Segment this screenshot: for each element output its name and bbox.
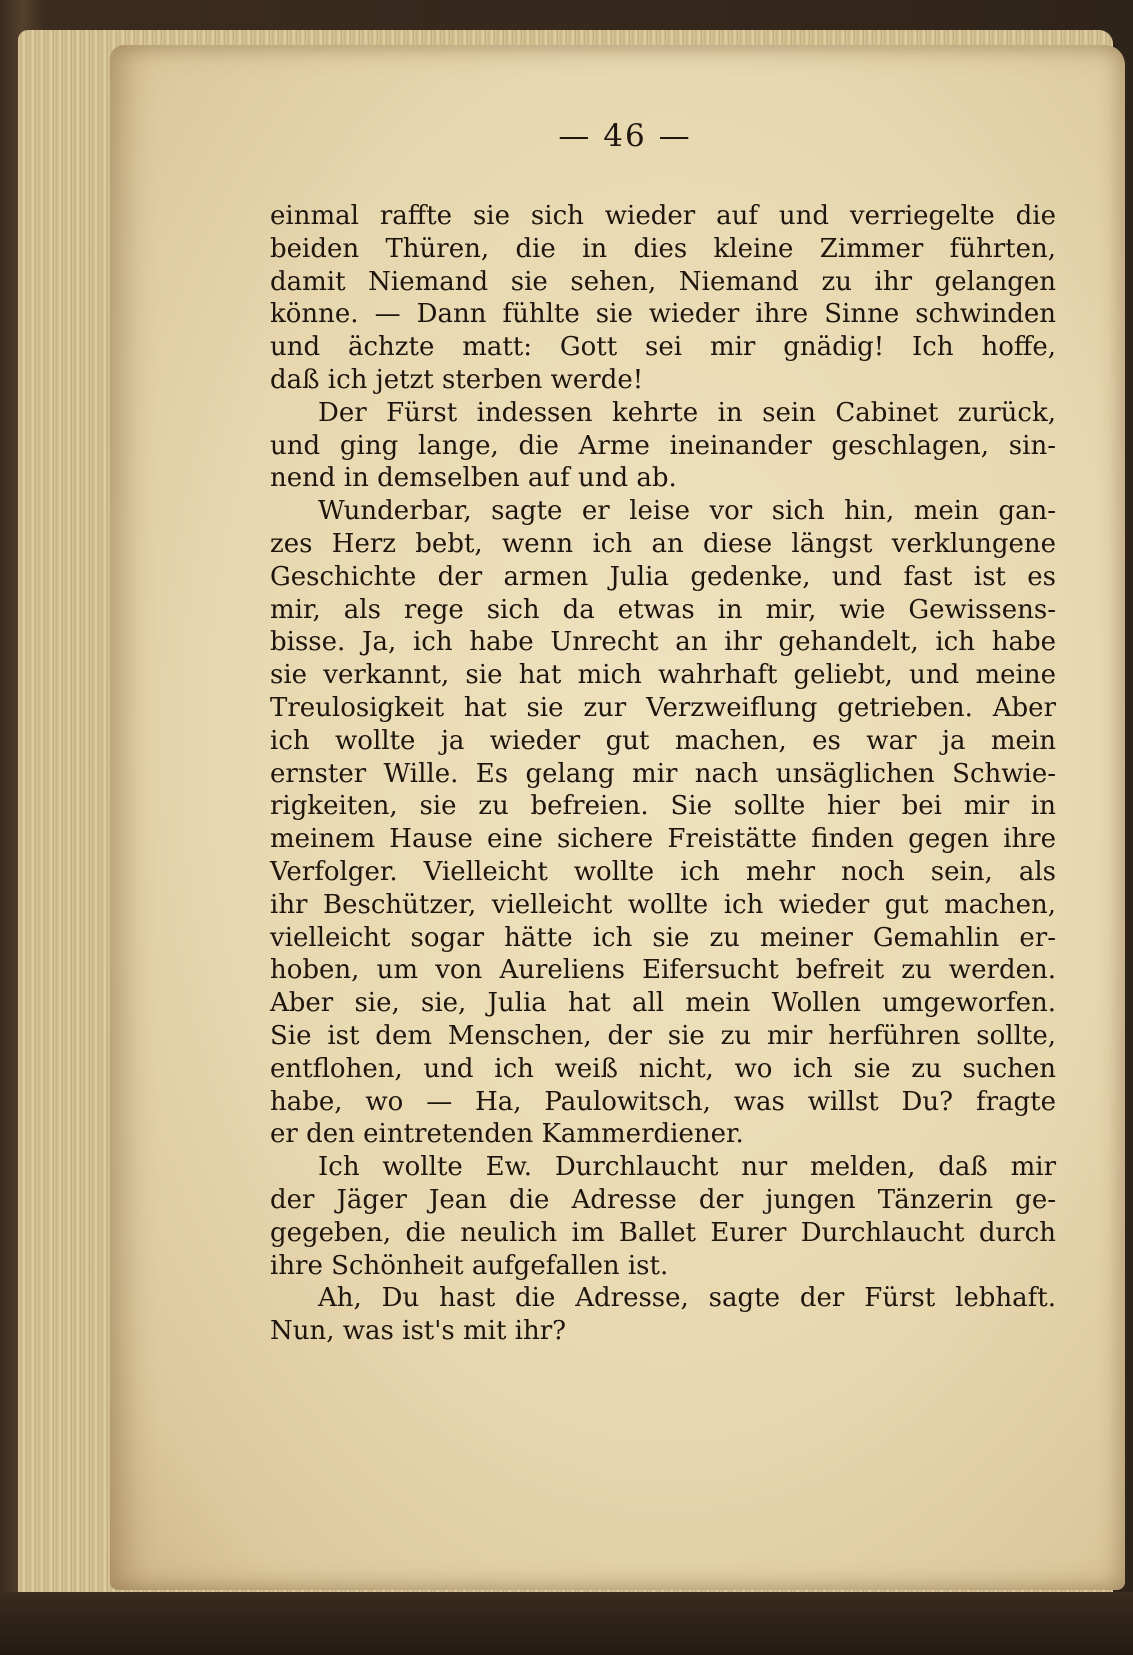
text-line: mir, als rege sich da etwas in mir, wie Gewissens- [270, 594, 1056, 625]
text-line: gegeben, die neulich im Ballet Eurer Durchlaucht durch [270, 1217, 1056, 1248]
text-line: Nun, was ist's mit ihr? [270, 1316, 567, 1347]
text-line: ihr Beschützer, vielleicht wollte ich wieder gut machen, [270, 889, 1056, 920]
text-line: daß ich jetzt sterben werde! [270, 364, 644, 395]
text-line: er den eintretenden Kammerdiener. [270, 1119, 744, 1150]
text-line: und ging lange, die Arme ineinander geschlagen, sin- [270, 430, 1056, 461]
text-line: einmal raffte sie sich wieder auf und verriegelte die [270, 201, 1056, 231]
text-line: sie verkannt, sie hat mich wahrhaft geliebt, und meine [270, 660, 1056, 691]
text-line: damit Niemand sie sehen, Niemand zu ihr gelangen [270, 266, 1056, 297]
text-line: hoben, um von Aureliens Eifersucht befreit zu werden. [270, 955, 1056, 986]
page-number-header: — 46 — [558, 118, 692, 154]
text-line: Ich wollte Ew. Durchlaucht nur melden, daß mir [318, 1152, 1056, 1183]
text-line: der Jäger Jean die Adresse der jungen Tänzerin ge- [270, 1184, 1056, 1215]
text-line: Verfolger. Vielleicht wollte ich mehr noch sein, als [270, 856, 1056, 887]
text-line: ihre Schönheit aufgefallen ist. [270, 1250, 669, 1281]
text-line: nend in demselben auf und ab. [270, 463, 677, 494]
text-line: könne. — Dann fühlte sie wieder ihre Sinne schwinden [270, 299, 1056, 330]
text-line: Treulosigkeit hat sie zur Verzweiflung getrieben. Aber [270, 692, 1056, 723]
book-bottom-edge [0, 1592, 1133, 1655]
text-line: ich wollte ja wieder gut machen, es war ja mein [270, 725, 1056, 756]
text-line: bisse. Ja, ich habe Unrecht an ihr gehandelt, ich habe [270, 627, 1056, 658]
text-line: und ächzte matt: Gott sei mir gnädig! Ich hoffe, [270, 332, 1056, 363]
page-body-text [270, 200, 1056, 1348]
text-line: Aber sie, sie, Julia hat all mein Wollen umgeworfen. [270, 988, 1056, 1019]
text-line: Der Fürst indessen kehrte in sein Cabinet zurück, [318, 397, 1056, 428]
text-line: rigkeiten, sie zu befreien. Sie sollte hier bei mir in [270, 791, 1056, 822]
text-line: Geschichte der armen Julia gedenke, und fast ist es [270, 561, 1056, 592]
text-line: vielleicht sogar hätte ich sie zu meiner Gemahlin er- [270, 922, 1056, 953]
text-line: meinem Hause eine sichere Freistätte finden gegen ihre [270, 824, 1056, 855]
text-line: ernster Wille. Es gelang mir nach unsäglichen Schwie- [270, 758, 1056, 789]
text-line: Ah, Du hast die Adresse, sagte der Fürst lebhaft. [318, 1283, 1056, 1314]
text-line: Wunderbar, sagte er leise vor sich hin, mein gan- [318, 496, 1056, 527]
text-line: zes Herz bebt, wenn ich an diese längst verklungene [270, 528, 1056, 559]
text-line: beiden Thüren, die in dies kleine Zimmer führten, [270, 233, 1056, 264]
text-line: Sie ist dem Menschen, der sie zu mir herführen sollte, [270, 1020, 1056, 1051]
text-line: habe, wo — Ha, Paulowitsch, was willst Du? fragte [270, 1086, 1056, 1117]
text-line: entflohen, und ich weiß nicht, wo ich sie zu suchen [270, 1053, 1056, 1084]
